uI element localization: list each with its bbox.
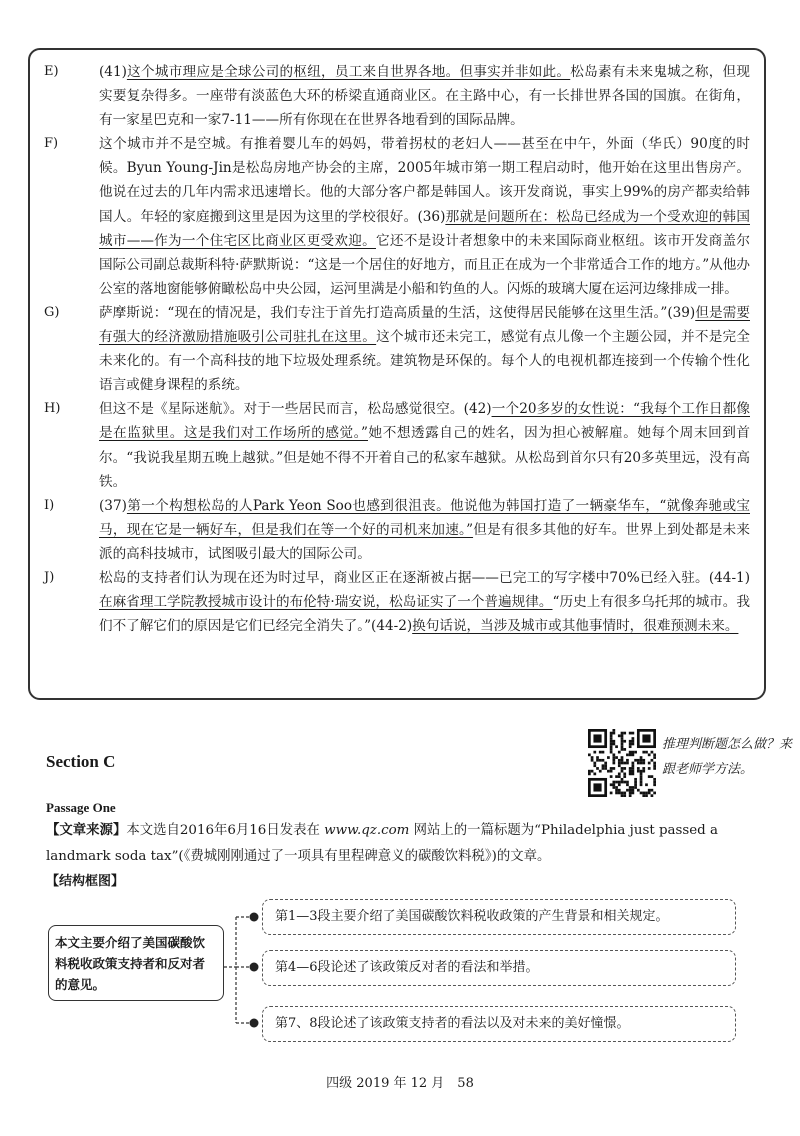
section-title: Section C — [46, 752, 116, 771]
structure-point-2: 第4—6段论述了该政策反对者的看法和举措。 — [262, 950, 736, 986]
paragraph-letter: I) — [44, 497, 55, 513]
paragraph-letter: J) — [44, 569, 55, 585]
underlined-sentence: 这个城市理应是全球公司的枢纽，员工来自世界各地。但事实并非如此。 — [126, 64, 571, 80]
underlined-sentence: 一个20多岁的女性说：“我每个工作日都像是在监狱里。这是我们对工作场所的感觉。” — [99, 401, 750, 442]
qr-note: 推理判断题怎么做？来跟老师学方法。 — [662, 737, 793, 777]
paragraph-text: (41) — [99, 64, 127, 80]
paragraph-text: 它还不是设计者想象中的未来国际商业枢纽。该市开发商盖尔国际公司副总裁斯科特·萨默斯说：“这是一个居住的好地方，而且正在成为一个非常适合工作的地方。”从他办公室的落地窗能够俯瞰松岛中央公园，运河里满是小船和钓鱼的人。闪烁的玻璃大厦在运河边缘排成一排。 — [99, 232, 751, 297]
article-paragraph — [44, 60, 750, 132]
article-paragraphs-box — [28, 48, 766, 700]
qr-code-icon[interactable] — [588, 729, 656, 797]
structure-point-3: 第7、8段论述了该政策支持者的看法以及对未来的美好憧憬。 — [262, 1006, 736, 1042]
paragraph-text: 萨摩斯说：“现在的情况是，我们专注于首先打造高质量的生活，这使得居民能够在这里生活。”(39) — [99, 304, 696, 321]
article-paragraph — [44, 566, 750, 638]
paragraph-text: “历史上有很多乌托邦的城市。我们不了解它们的原因是它们已经完全消失了。”(44-2) — [99, 594, 750, 635]
bracket-connector — [224, 905, 264, 1035]
structure-diagram-label: 【结构框图】 — [46, 874, 125, 889]
paragraph-letter: E) — [44, 64, 59, 79]
paragraph-text: 松岛素有未来鬼城之称，但现实要复杂得多。一座带有淡蓝色大环的桥梁直通商业区。在主路中心，有一长排世界各国的国旗。在街角，有一家星巴克和一家7-11——所有你现在在世界各地看到的国际品牌。 — [99, 64, 751, 129]
paragraph-letter: G) — [44, 304, 60, 320]
paragraph-text: (37) — [99, 497, 127, 514]
underlined-sentence: 第一个构想松岛的人Park Yeon Soo也感到很沮丧。他说他为韩国打造了一辆豪华车，“就像奔驰或宝马，现在它是一辆好车，但是我们在等一个好的司机来加速。” — [99, 497, 750, 538]
article-paragraph — [44, 397, 750, 493]
paragraph-letter: F) — [44, 136, 59, 152]
structure-point-1: 第1—3段主要介绍了美国碳酸饮料税收政策的产生背景和相关规定。 — [262, 899, 736, 935]
underlined-sentence: 那就是问题所在：松岛已经成为一个受欢迎的韩国城市——作为一个住宅区比商业区更受欢迎。 — [99, 208, 750, 249]
underlined-sentence: 但是需要有强大的经济激励措施吸引公司驻扎在这里。 — [99, 304, 750, 346]
paragraph-text: 这个城市并不是空城。有推着婴儿车的妈妈，带着拐杖的老妇人——甚至在中午，外面（华氏）90度的时候。Byun Young-Jin是松岛房地产协会的主席，2005年城市第一期工程启动时，他开始在这里出售房产。他说在过去的几年内需求迅速增长。他的大部分客户都是韩国人。该开发商说，事实上99%的房产都卖给韩国人。年轻的家庭搬到这里是因为这里的学校很好。(36) — [99, 136, 750, 225]
passage-label: Passage One — [46, 800, 116, 815]
source-paragraph — [46, 818, 762, 870]
underlined-sentence: 换句话说，当涉及城市或其他事情时，很难预测未来。 — [412, 618, 739, 635]
source-text-2: 网站上的一篇标题为“Philadelphia just passed a landmark soda tax”(《费城刚刚通过了一项具有里程碑意义的碳酸饮料税》)的文章。 — [46, 823, 718, 864]
source-label: 【文章来源】 — [46, 823, 127, 838]
underlined-sentence: 在麻省理工学院教授城市设计的布伦特·瑞安说，松岛证实了一个普遍规律。 — [99, 594, 553, 611]
source-text-1: 本文选自2016年6月16日发表在 — [126, 823, 320, 838]
article-paragraph — [44, 301, 750, 397]
article-paragraph — [44, 132, 750, 301]
page-footer: 四级 2019 年 12 月 58 — [326, 1076, 474, 1091]
summary-box: 本文主要介绍了美国碳酸饮料税收政策支持者和反对者的意见。 — [48, 925, 224, 1001]
article-paragraph — [44, 494, 750, 566]
paragraph-letter: H) — [44, 401, 61, 417]
paragraph-text: 这个城市还未完工，感觉有点儿像一个主题公园，并不是完全未来化的。有一个高科技的地下垃圾处理系统。建筑物是环保的。每个人的电视机都连接到一个传输个性化语言或健身课程的系统。 — [99, 329, 751, 394]
paragraph-text: 松岛的支持者们认为现在还为时过早，商业区正在逐渐被占据——已完工的写字楼中70%已经入驻。(44-1) — [99, 569, 750, 586]
paragraph-text: 但这不是《星际迷航》。对于一些居民而言，松岛感觉很空。(42) — [99, 401, 492, 418]
paragraph-text: 但是有很多其他的好车。世界上到处都是未来派的高科技城市，试图吸引最大的国际公司。 — [99, 521, 751, 562]
source-site: www.qz.com — [324, 823, 410, 838]
paragraph-text: 她不想透露自己的姓名，因为担心被解雇。她每个周末回到首尔。“我说我星期五晚上越狱。”但是她不得不开着自己的私家车越狱。从松岛到首尔只有20多英里远，没有高铁。 — [99, 425, 750, 490]
